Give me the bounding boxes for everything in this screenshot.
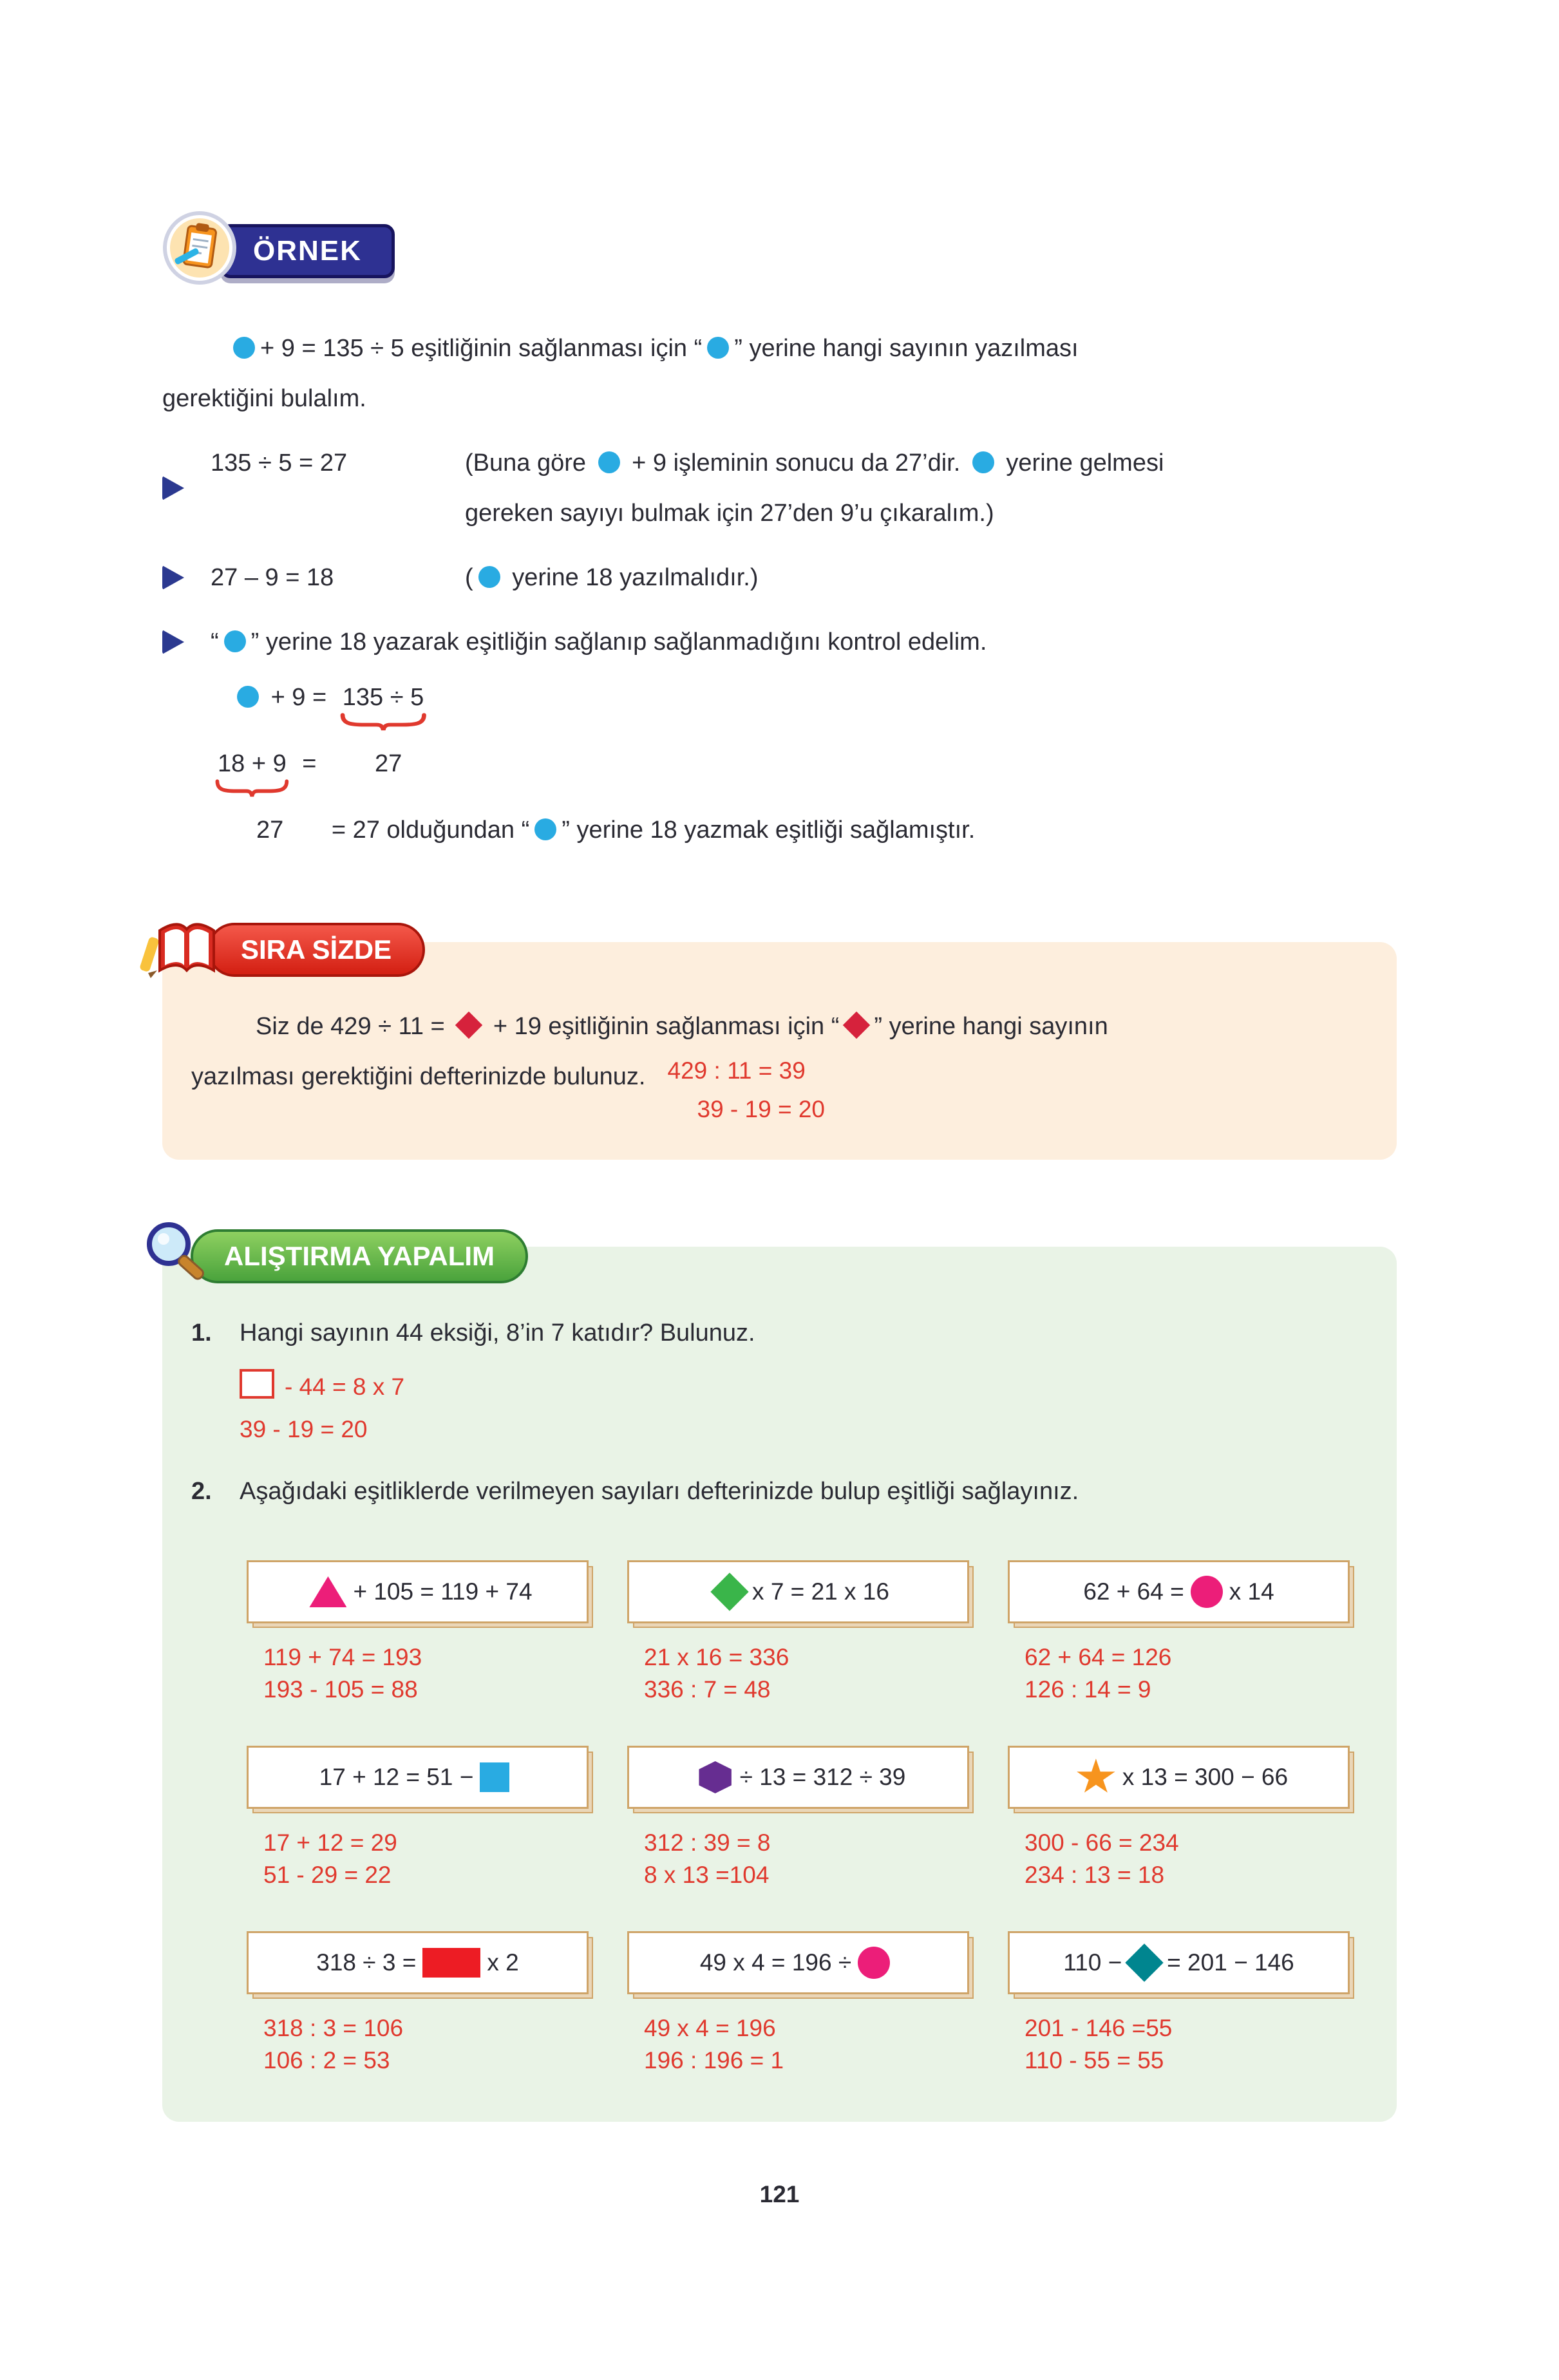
equation-cell <box>1008 1560 1350 1706</box>
equation-cell <box>247 1746 589 1891</box>
question-number: 1. <box>191 1319 212 1346</box>
braced-expression: 135 ÷ 5 <box>343 679 424 716</box>
equation-cell <box>1008 1746 1350 1891</box>
equation-cell <box>247 1931 589 2077</box>
alistirma-header <box>138 1216 528 1296</box>
handwritten-answer: 119 + 74 = 193 193 - 105 = 88 <box>263 1644 422 1703</box>
star-icon <box>1076 1759 1116 1796</box>
hexagon-icon <box>697 1761 733 1793</box>
sira-sizde-badge: SIRA SİZDE <box>207 923 425 977</box>
equation-text: 110 − <box>1063 1949 1122 1976</box>
sira-sizde-panel <box>162 934 1397 1160</box>
example-intro <box>162 323 1397 424</box>
equation-text: ÷ 13 = 312 ÷ 39 <box>739 1764 906 1790</box>
circle-icon <box>1191 1576 1223 1608</box>
handwritten-answer: 429 : 11 = 39 39 - 19 = 20 <box>667 1057 826 1122</box>
example-sticker-icon <box>162 211 237 292</box>
question-number: 2. <box>191 1478 212 1505</box>
equation-cell <box>627 1931 969 2077</box>
example-header <box>162 212 1397 290</box>
equation-text: + 105 = 119 + 74 <box>353 1578 533 1605</box>
circle-icon <box>858 1947 890 1979</box>
step-note: ( yerine 18 yazılmalıdır.) <box>465 564 759 591</box>
alistirma-badge: ALIŞTIRMA YAPALIM <box>191 1229 528 1283</box>
equation-box <box>247 1931 589 1994</box>
rect-icon <box>422 1948 480 1978</box>
equation-grid <box>247 1560 1355 2077</box>
sira-sizde-body-text: yazılması gerektiğini defterinizde bulunuz. <box>191 1063 646 1090</box>
check-result: 27 <box>375 750 402 777</box>
equation-box <box>627 1931 969 1994</box>
question-text: Hangi sayının 44 eksiği, 8’in 7 katıdır? Bulunuz. <box>240 1319 755 1346</box>
step-note: (Buna göre + 9 işleminin sonucu da 27’dir. yerine gelmesi gereken sayıyı bulmak için 27’den 9’u çıkaralım.) <box>465 449 1164 527</box>
blue-circle-icon <box>598 451 620 473</box>
equation-box <box>627 1746 969 1809</box>
question-text: Aşağıdaki eşitliklerde verilmeyen sayıları defterinizde bulup eşitliği sağlayınız. <box>240 1478 1079 1505</box>
square-icon <box>480 1762 509 1792</box>
equation-cell <box>247 1560 589 1706</box>
triangle-icon <box>309 1576 346 1607</box>
check-text: = 27 olduğundan “ <box>331 817 530 844</box>
question-2 <box>191 1466 1368 1516</box>
equation-box <box>247 1746 589 1809</box>
arrow-icon <box>162 617 211 667</box>
example-step-3 <box>162 617 1397 667</box>
step-equation: 27 – 9 = 18 <box>211 564 334 591</box>
equation-cell <box>627 1560 969 1706</box>
intro-text: ” yerine hangi sayının yazılması <box>734 335 1079 362</box>
equation-text: x 13 = 300 − 66 <box>1122 1764 1289 1790</box>
braced-expression: 18 + 9 <box>218 745 287 782</box>
blue-circle-icon <box>224 630 246 652</box>
equation-text: = 201 − 146 <box>1167 1949 1294 1976</box>
equation-text: x 2 <box>487 1949 519 1976</box>
handwritten-answer: 49 x 4 = 196 196 : 196 = 1 <box>644 2015 784 2073</box>
equation-text: 17 + 12 = 51 − <box>319 1764 474 1790</box>
blue-circle-icon <box>237 686 259 708</box>
check-text: + 9 = <box>270 684 327 711</box>
handwritten-answer: 17 + 12 = 29 51 - 29 = 22 <box>263 1829 397 1888</box>
arrow-icon <box>162 552 211 603</box>
equation-box <box>247 1560 589 1623</box>
handwritten-answer: 312 : 39 = 8 8 x 13 =104 <box>644 1829 771 1888</box>
book-pencil-icon <box>138 911 234 988</box>
equation-box <box>627 1560 969 1623</box>
handwritten-answer: 300 - 66 = 234 234 : 13 = 18 <box>1025 1829 1179 1888</box>
intro-text: + 9 = 135 ÷ 5 eşitliğinin sağlanması için “ <box>260 335 703 362</box>
blue-circle-icon <box>478 566 500 588</box>
blue-circle-icon <box>534 818 556 840</box>
equation-text: 62 + 64 = <box>1083 1578 1184 1605</box>
magnifier-icon <box>138 1216 215 1296</box>
diamond-icon <box>710 1572 748 1610</box>
equation-box <box>1008 1746 1350 1809</box>
check-result: 27 <box>256 817 284 844</box>
sira-sizde-body: Siz de 429 ÷ 11 = + 19 eşitliğinin sağlanması için “ ” yerine hangi sayının yazılması gerektiğini defterinizde bulunuz. 429 : 11 = 39 39 - 19 = 20 <box>191 1001 1368 1129</box>
step-equation: 135 ÷ 5 = 27 <box>211 449 348 477</box>
equation-text: 318 ÷ 3 = <box>316 1949 417 1976</box>
blue-circle-icon <box>707 337 729 359</box>
handwritten-answer: 21 x 16 = 336 336 : 7 = 48 <box>644 1644 789 1703</box>
sira-sizde-section <box>162 934 1397 1160</box>
page-number: 121 <box>759 2181 800 2207</box>
alistirma-panel <box>162 1240 1397 2122</box>
textbook-page <box>0 212 1559 2380</box>
equation-cell <box>627 1746 969 1891</box>
red-diamond-icon <box>455 1012 482 1039</box>
empty-box-icon <box>240 1369 274 1399</box>
handwritten-work: - 44 = 8 x 7 39 - 19 = 20 <box>240 1366 1368 1451</box>
arrow-icon <box>162 438 211 538</box>
equation-text: 49 x 4 = 196 ÷ <box>699 1949 852 1976</box>
check-text: = <box>302 750 317 777</box>
handwritten-answer: 201 - 146 =55 110 - 55 = 55 <box>1025 2015 1173 2073</box>
equation-text: x 14 <box>1229 1578 1274 1605</box>
step-note: “ ” yerine 18 yazarak eşitliğin sağlanıp sağlanmadığını kontrol edelim. <box>211 628 987 656</box>
alistirma-section <box>162 1240 1397 2122</box>
intro-text: gerektiğini bulalım. <box>162 385 366 412</box>
underbrace-icon <box>340 713 427 732</box>
red-diamond-icon <box>843 1012 870 1039</box>
handwritten-answer: 62 + 64 = 126 126 : 14 = 9 <box>1025 1644 1172 1703</box>
blue-circle-icon <box>972 451 994 473</box>
question-1 <box>191 1308 1368 1358</box>
example-step-1 <box>162 438 1397 538</box>
blue-circle-icon <box>233 337 255 359</box>
equation-cell <box>1008 1931 1350 2077</box>
check-text: ” yerine 18 yazmak eşitliği sağlamıştır. <box>562 817 976 844</box>
verification-block <box>218 679 1397 878</box>
underbrace-icon <box>215 780 289 798</box>
example-step-2 <box>162 552 1397 603</box>
example-badge: ÖRNEK <box>220 224 395 278</box>
equation-box <box>1008 1931 1350 1994</box>
handwritten-answer: 318 : 3 = 106 106 : 2 = 53 <box>263 2015 404 2073</box>
diamond-icon <box>1125 1943 1163 1981</box>
equation-box <box>1008 1560 1350 1623</box>
sira-sizde-header <box>138 911 425 988</box>
equation-text: x 7 = 21 x 16 <box>752 1578 889 1605</box>
